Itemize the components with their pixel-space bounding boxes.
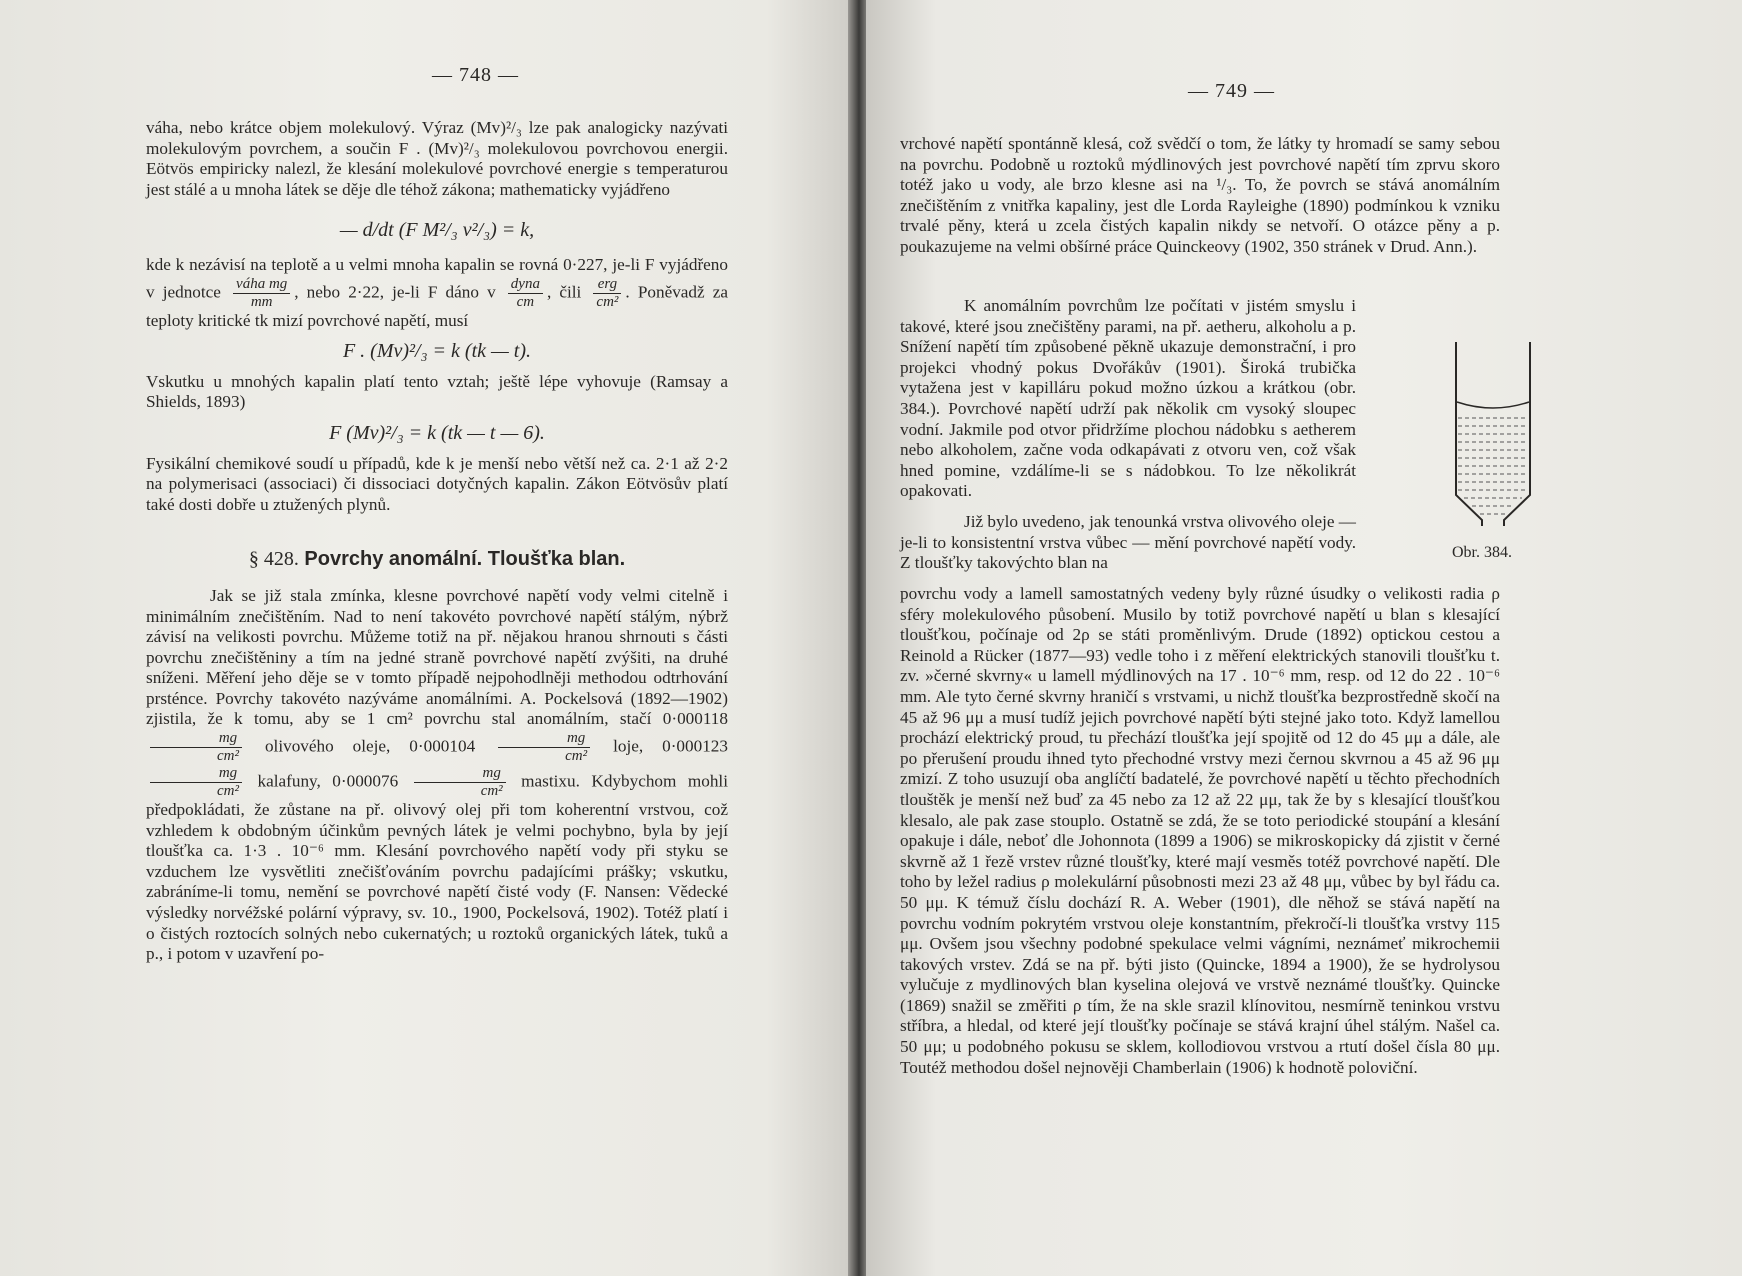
left-page [0, 0, 852, 1276]
paragraph: Vskutku u mnohých kapalin platí tento vztah; ještě lépe vyhovuje (Ramsay a Shields, 1893) [146, 371, 728, 412]
numerator: mg [414, 765, 506, 783]
fraction [233, 276, 290, 311]
fraction [593, 276, 621, 311]
denominator: cm [516, 293, 535, 310]
numerator: mg [498, 730, 590, 748]
text-span: kde k nezávisí na teplotě a u velmi mnoha kapalin se rovná 0·227, je-li F vyjádřeno v jednotce [146, 254, 728, 302]
text-span: kalafuny, 0·000076 [246, 771, 410, 791]
equation: F (Mv)²/₃ = k (tk — t — 6). [329, 421, 545, 444]
numerator: dyna [508, 276, 543, 294]
right-page-bottom [900, 584, 1500, 1078]
text-span: mastixu. Kdybychom mohli předpokládati, že zůstane na př. olivový olej při tom koherentní vrstvou, což vzhledem k obdobným účinkům pevných látek je velmi pochybno, byla by její tloušťka ca. 1·3 . 10⁻⁶ mm. Klesání povrchového napětí vody při styku se vzduchem lze vysvětliti znečišťováním povrchu padajícími prášky; vskutku, zabráníme-li tomu, nemění se povrchové napětí čisté vody (F. Nansen: Vědecké výsledky norvéžské polární výpravy, sv. 10., 1900, Pockelsová, 1902). Totéž platí i o čistých roztocích solných nebo cukernatých; u roztoků organických látek, tuků a p., i potom v uzavření po- [146, 771, 728, 964]
paragraph: váha, nebo krátce objem molekulový. Výraz (Mv)²/₃ lze pak analogicky nazývati molekulovým povrchem, a součin F . (Mv)²/₃ molekulovou povrchovou energii. Eötvös empiricky nalezl, že klesání molekulové povrchové energie s temperaturou jest stálé a u mnoha látek se děje dle téhož zákona; mathematicky vyjádřeno [146, 118, 728, 199]
text-span: . Poněvadž za teploty kritické tk mizí povrchové napětí, musí [146, 282, 729, 330]
fraction [414, 765, 506, 800]
paragraph: Již bylo uvedeno, jak tenounká vrstva olivového oleje — je-li to konsistentní vrstva vůbec — mění povrchové napětí vody. Z tloušťky takovýchto blan na [900, 511, 1356, 573]
numerator: váha mg [233, 276, 290, 294]
numerator: erg [593, 276, 621, 294]
section-number: § 428. [248, 548, 299, 571]
tube-figure [1452, 340, 1534, 530]
denominator: mm [250, 293, 273, 310]
numerator: mg [150, 765, 242, 783]
numerator: mg [150, 730, 242, 748]
denominator: cm² [596, 293, 619, 310]
paragraph: vrchové napětí spontánně klesá, což svědčí o tom, že látky ty hromadí se samy sebou na povrchu. Podobně u roztoků mýdlinových jest povrchové napětí tím zprvu skoro totéž jako u vody, ale brzo klesne asi na ¹/₃. To, že povrch se stává anomálním znečištěním z vnitřka kapaliny, jest dle Lorda Rayleighe (1890) podmínkou k vzniku trvalé pěny, která u zcela čistých kapalin nikdy se netvoří. O otázce pěny a p. poukazujeme na velmi obšírné práce Quinckeovy (1902, 350 stránek v Drud. Ann.). [900, 134, 1500, 256]
section-heading [146, 549, 728, 570]
page-number: — 749 — [1188, 80, 1275, 102]
fraction [150, 765, 242, 800]
paragraph [146, 255, 728, 331]
paragraph: Fysikální chemikové soudí u případů, kde k je menší nebo větší než ca. 2·1 až 2·2 na polymerisaci (associaci) či dissociaci dotyčných kapalin. Zákon Eötvösův platí také dosti dobře u ztužených plynů. [146, 453, 728, 514]
text-span: , nebo 2·22, je-li F dáno v [294, 282, 496, 302]
denominator: cm² [217, 783, 239, 800]
denominator: cm² [217, 748, 239, 765]
text-span: , čili [546, 282, 582, 302]
denominator: cm² [565, 748, 588, 765]
page-number: — 748 — [432, 64, 519, 86]
fraction [498, 730, 590, 765]
right-page [866, 0, 1742, 1276]
fraction [508, 276, 543, 311]
denominator: cm² [480, 783, 503, 800]
text-span: Jak se již stala zmínka, klesne povrchové napětí vody velmi citelně i minimálním znečištěním. Nad to není takovéto povrchové napětí stálým, nýbrž závisí na velikosti povrchu. Můžeme totiž na př. nějakou hranou shrnouti s části povrchu znečištěniny a tím na jedné straně povrchové napětí zvýšiti, na druhé sníženi. Měření jeho děje se v tomto případě nejpohodlněji methodou odtrhování prsténce. Povrchy takovéto nazýváme anomálními. A. Pockelsová (1892—1902) zjistila, že k tomu, aby se 1 cm² povrchu stal anomálním, stačí 0·000118 [146, 585, 728, 729]
text-span: olivového oleje, 0·000104 [246, 736, 495, 756]
paragraph: K anomálním povrchům lze počítati v jistém smyslu i takové, které jsou znečištěny parami, na př. aetheru, alkoholu a p. Snížení napětí tím způsobené pěkně ukazuje demonstrační, i pro projekci vhodný pokus Dvořákův (1901). Široká trubička vytažena jest v kapilláru pokud možno úzkou a krátkou (obr. 384.). Povrchové napětí udrží pak několik cm vysoký sloupec vodní. Jakmile pod otvor přidržíme plochou nádobku s aetherem nebo alkoholem, začne voda odkapávati z otvoru ven, což však hned pomine, vzdálíme-li se s nádobkou. To lze několikrát opakovati. [900, 296, 1356, 501]
section-title: Povrchy anomální. Tloušťka blan. [304, 548, 626, 571]
water-meniscus [1457, 402, 1529, 408]
water-hatching [1458, 418, 1528, 514]
paragraph [146, 586, 728, 965]
right-page-figure-text [900, 296, 1356, 574]
figure-caption: Obr. 384. [1452, 544, 1512, 561]
left-page-body [146, 118, 728, 965]
text-span: loje, 0·000123 [594, 736, 728, 756]
fraction [150, 730, 242, 765]
equation: F . (Mv)²/₃ = k (tk — t). [342, 340, 532, 363]
paragraph: povrchu vody a lamell samostatných vedeny byly různé úsudky o velikosti radia ρ sféry molekulového působení. Musilo by totiž povrchové napětí u blan s klesající tloušťkou, počínaje od 2ρ se státi proměnlivým. Drude (1892) optickou cestou a Reinold a Rücker (1877—93) vedle toho i z měření elektrických stanovili tloušťku t. zv. »černé skvrny« u lamell mýdlinových na 17 . 10⁻⁶ mm, resp. od 12 do 22 . 10⁻⁶ mm. Ale tyto černé skvrny hraničí s vrstvami, u nichž tloušťka bezprostředně skočí na 45 až 96 μμ a musí tudíž jejich povrchové napětí býti stejné jako toto. Když lamellou prochází elektrický proud, tu přechází tloušťka její spojitě od 12 do 45 μμ a dále, ale po přerušení proudu ihned tyto přechodné vrstvy mezi černou skvrnou a 45 až 96 μμ zmizí. Z toho usuzují oba anglíčtí badatelé, že povrchové napětí u těchto přechodních tlouštěk je menší než buď za 45 nebo za 12 až 22 μμ, tak že by s klesající tloušťkou klesalo, ale pak zase stouplo. Ostatně se zdá, že se toto periodické stoupání a klesání opakuje i dále, neboť dle Johonnota (1899 a 1906) se mikroskopicky dá zjistit v černé skvrně až 1 řezě vrstev různé tloušťky, které mají vesměs totéž povrchové napětí. Dle toho by ležel radius ρ molekulární působnosti mezi 23 až 48 μμ, vůbec by byl řádu ca. 50 μμ. K témuž číslu dochází R. A. Weber (1901), dle něhož se stává napětí na povrchu vodním pokrytém vrstvou oleje konstantním, překročí-li tloušťka vrstvy 115 μμ. Ovšem jsou všechny podobné spekulace velmi vágními, neznámeť mikrochemii takových vrstev. Zdá se na př. býti jisto (Quincke, 1894 a 1900), že se hydrolysou vylučuje z mydlinových blan kyselina olejová ve vrstvě neznámé tloušťky. Quincke (1869) snažil se změřiti ρ tím, že na skle srazil klínovitou, nesmírně teninkou vrstvu stříbra, a hledal, od které její tloušťky počínaje se stává krajní úhel stálým. Našel ca. 50 μμ; u podobného pokusu se sklem, kollodiovou vrstvou a rtutí došel čísla 80 μμ. Toutéž methodou došel nejnověji Chamberlain (1906) k hodnotě poloviční. [900, 584, 1500, 1077]
equation: — d/dt (F M²/₃ v²/₃) = k, [339, 219, 535, 242]
right-page-top [900, 134, 1500, 258]
